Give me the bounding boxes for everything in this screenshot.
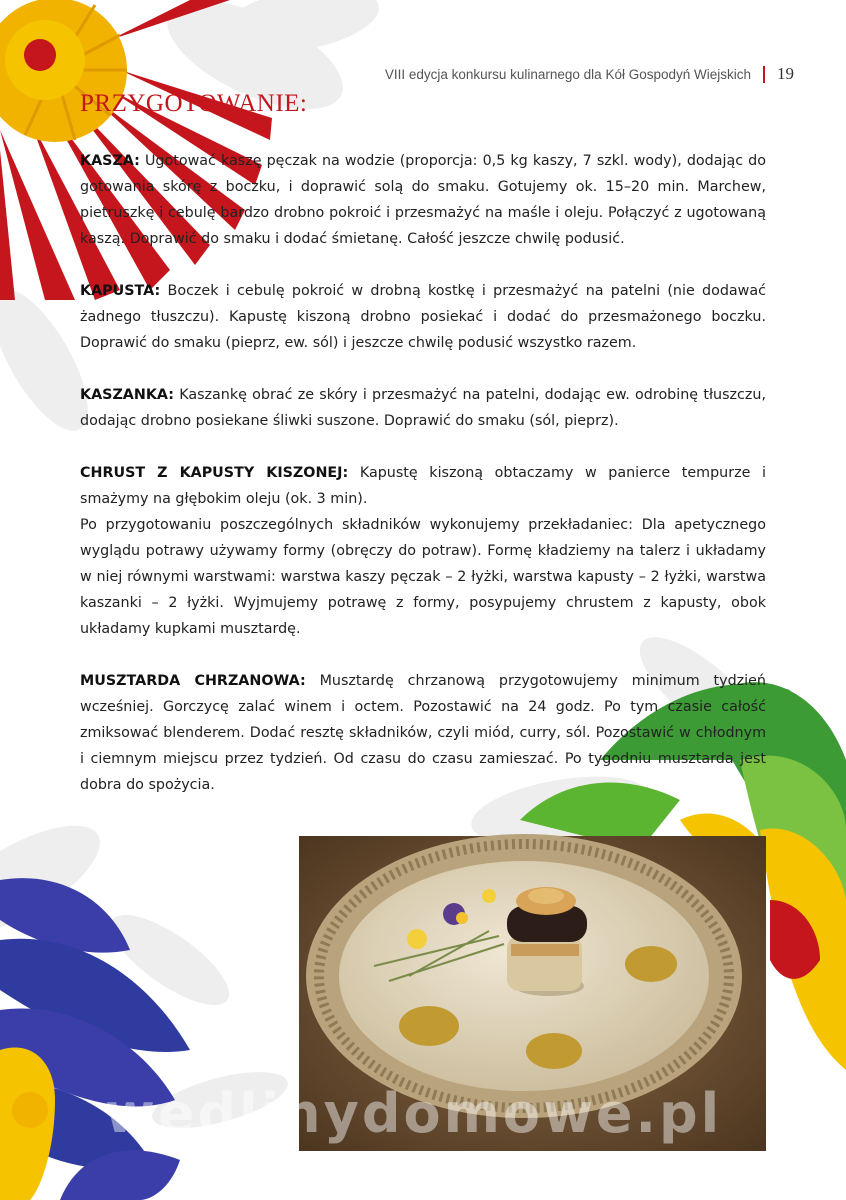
- step-text: Kapustę kiszoną obtaczamy w panierce tempurze i smażymy na głębokim oleju (ok. 3 min).: [80, 465, 766, 507]
- publication-title: VIII edycja konkursu kulinarnego dla Kół Gospodyń Wiejskich: [384, 66, 751, 82]
- step-text: Kaszankę obrać ze skóry i przesmażyć na patelni, dodając ew. odrobinę tłuszczu, dodając drobno posiekane śliwki suszone. Doprawić do smaku (sól, pieprz).: [80, 387, 766, 429]
- step-musztarda: [80, 668, 766, 798]
- step-heading: CHRUST Z KAPUSTY KISZONEJ:: [80, 465, 349, 481]
- header-separator: [763, 66, 765, 83]
- recipe-instructions: [80, 148, 766, 824]
- step-heading: KASZANKA:: [80, 387, 174, 403]
- step-heading: KAPUSTA:: [80, 283, 161, 299]
- dish-photo: [105, 836, 766, 1151]
- step-chrust: [80, 460, 766, 512]
- step-text: Boczek i cebulę pokroić w drobną kostkę i przesmażyć na patelni (nie dodawać żadnego tłuszczu). Kapustę kiszoną drobno posiekać i dodać do przesmażonego boczku. Doprawić do smaku (pieprz, ew. sól) i jeszcze chwilę podusić wszystko razem.: [80, 283, 766, 351]
- step-kaszanka: [80, 382, 766, 434]
- step-assembly: Po przygotowaniu poszczególnych składników wykonujemy przekładaniec: Dla apetycznego wyglądu potrawy używamy formy (obręczy do potraw). Formę kładziemy na talerz i układamy w niej równymi warstwami: warstwa kaszy pęczak – 2 łyżki, warstwa kapusty – 2 łyżki, warstwa kaszanki – 2 łyżki. Wyjmujemy potrawę z formy, posypujemy chrustem z kapusty, obok układamy kupkami musztardę.: [80, 517, 766, 637]
- step-kasza: [80, 148, 766, 252]
- watermark: wedlinydomowe.pl: [105, 1082, 723, 1145]
- step-heading: MUSZTARDA CHRZANOWA:: [80, 673, 306, 689]
- step-text: Musztardę chrzanową przygotowujemy minimum tydzień wcześniej. Gorczycę zalać winem i octem. Pozostawić na 24 godz. Po tym czasie całość zmiksować blenderem. Dodać resztę składników, czyli miód, curry, sól. Pozostawić w chłodnym i ciemnym miejscu przez tydzień. Od czasu do czasu zamieszać. Po tygodniu musztarda jest dobra do spożycia.: [80, 673, 766, 793]
- step-text: Ugotować kaszę pęczak na wodzie (proporcja: 0,5 kg kaszy, 7 szkl. wody), dodając do gotowania skórę z boczku, i doprawić solą do smaku. Gotujemy ok. 15–20 min. Marchew, pietruszkę i cebulę bardzo drobno pokroić i przesmażyć na maśle i oleju. Połączyć z ugotowaną kaszą. Doprawić do smaku i dodać śmietanę. Całość jeszcze chwilę podusić.: [80, 153, 766, 247]
- page-number: 19: [777, 64, 794, 83]
- step-heading: KASZA:: [80, 153, 140, 169]
- page-header: [385, 64, 794, 84]
- section-title: PRZYGOTOWANIE:: [80, 90, 308, 117]
- step-kapusta: [80, 278, 766, 356]
